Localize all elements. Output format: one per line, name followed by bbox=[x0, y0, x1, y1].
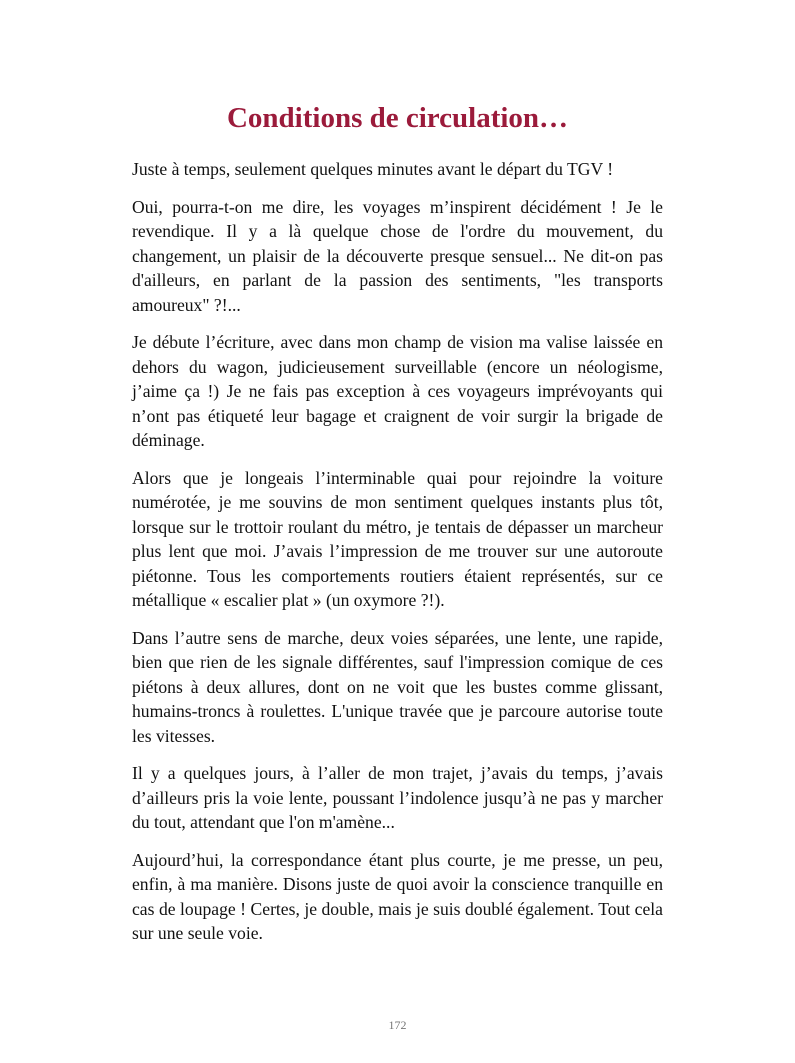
paragraph: Juste à temps, seulement quelques minutes avant le départ du TGV ! bbox=[132, 159, 614, 179]
paragraph: Dans l’autre sens de marche, deux voies séparées, une lente, une rapide, bien que rien de les signale différentes, sauf l'impression comique de ces piétons à deux allures, dont on ne voit que les bustes comme glissant, humains-troncs à roulettes. L'unique travée que je parcoure autorise toute les vitesses. bbox=[132, 627, 663, 746]
paragraph: Alors que je longeais l’interminable quai pour rejoindre la voiture numérotée, je me souvins de mon sentiment quelques instants plus tôt, lorsque sur le trottoir roulant du métro, je tentais de dépasser un marcheur plus lent que moi. J’avais l’impression de me trouver sur une autoroute piétonne. Tous les comportements routiers étaient représentés, sur ce métallique « escalier plat » (un oxymore ?!). bbox=[132, 467, 663, 610]
chapter-body bbox=[132, 157, 663, 959]
paragraph: Oui, pourra-t-on me dire, les voyages m’inspirent décidément ! Je le revendique. Il y a là quelque chose de l'ordre du mouvement, du changement, un plaisir de la découverte presque sensuel... Ne dit-on pas d'ailleurs, en parlant de la passion des sentiments, "les transports amoureux" ?!... bbox=[132, 196, 663, 315]
chapter-title: Conditions de circulation… bbox=[226, 102, 569, 134]
paragraph: Je débute l’écriture, avec dans mon champ de vision ma valise laissée en dehors du wagon, judicieusement surveillable (encore un néologisme, j’aime ça !) Je ne fais pas exception à ces voyageurs imprévoyants qui n’ont pas étiqueté leur bagage et craignent de voir surgir la brigade de déminage. bbox=[132, 332, 663, 450]
paragraph: Il y a quelques jours, à l’aller de mon trajet, j’avais du temps, j’avais d’ailleurs pris la voie lente, poussant l’indolence jusqu’à ne pas y marcher du tout, attendant que l'on m'amène... bbox=[132, 763, 663, 832]
page-number: 172 bbox=[388, 1018, 407, 1032]
paragraph: Aujourd’hui, la correspondance étant plus courte, je me presse, un peu, enfin, à ma manière. Disons juste de quoi avoir la conscience tranquille en cas de loupage ! Certes, je double, mais je suis doublé également. Tout cela sur une seule voie. bbox=[132, 849, 663, 943]
